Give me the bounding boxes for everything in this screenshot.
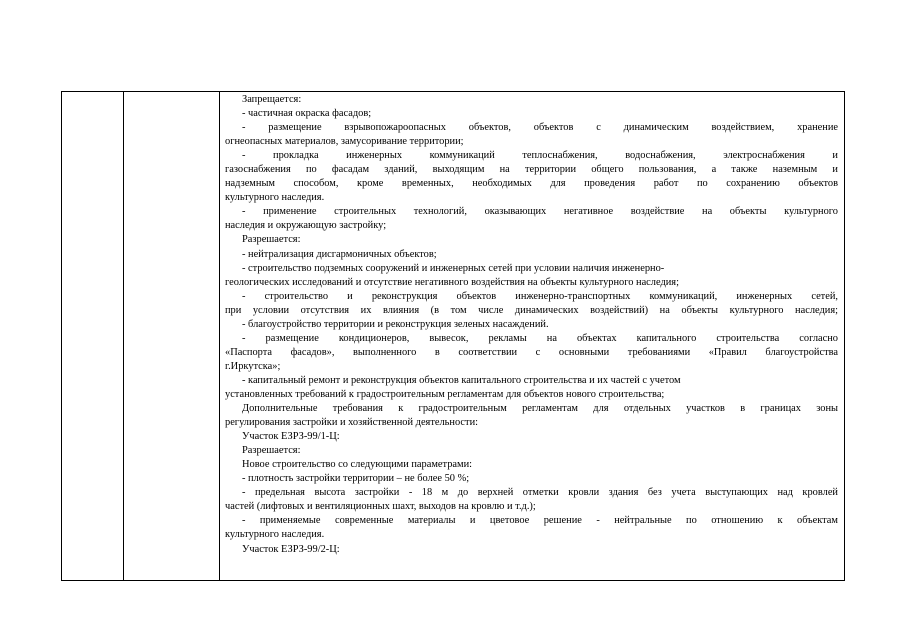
text-line: - прокладка инженерных коммуникаций теплоснабжения, водоснабжения, электроснабжения и <box>242 150 838 162</box>
text-line: газоснабжения по фасадам зданий, выходящим на территории общего пользования, а также наземным и <box>225 164 838 176</box>
text-line: - плотность застройки территории – не более 50 %; <box>242 473 470 485</box>
table-cell-zone <box>124 92 220 580</box>
text-line: - благоустройство территории и реконструкция зеленых насаждений. <box>242 318 549 330</box>
text-line: надземным способом, кроме временных, необходимых для проведения работ по сохранению объектов <box>225 178 838 190</box>
text-line: - частичная окраска фасадов; <box>242 108 372 120</box>
text-line: Дополнительные требования к градостроительным регламентам для отдельных участков в границах зоны <box>242 403 838 415</box>
text-line: культурного наследия. <box>225 192 325 204</box>
text-line: установленных требований к градостроительным регламентам для объектов нового строительства; <box>225 388 665 400</box>
text-line: наследия и окружающую застройку; <box>225 220 387 232</box>
table-cell-requirements <box>220 92 844 580</box>
regulations-table <box>61 91 845 581</box>
text-line: Запрещается: <box>242 94 302 105</box>
text-line: культурного наследия. <box>225 529 325 541</box>
text-line: - строительство подземных сооружений и инженерных сетей при условии наличия инженерно- <box>242 262 665 274</box>
text-line: регулирования застройки и хозяйственной деятельности: <box>225 417 479 429</box>
text-line: при условии отсутствия их влияния (в том числе динамических воздействий) на объекты культурного наследия; <box>225 304 838 316</box>
text-line: - размещение кондиционеров, вывесок, рекламы на объектах капитального строительства согласно <box>242 332 838 344</box>
table-cell-number <box>62 92 124 580</box>
text-line: Разрешается: <box>242 445 301 457</box>
text-line: - применение строительных технологий, оказывающих негативное воздействие на объекты культурного <box>242 206 838 218</box>
text-line: частей (лифтовых и вентиляционных шахт, выходов на кровлю и т.д.); <box>225 501 536 513</box>
text-line: - размещение взрывопожароопасных объектов, объектов с динамическим воздействием, хранение <box>242 122 838 134</box>
text-line: Участок ЕЗРЗ-99/2-Ц: <box>242 543 340 555</box>
text-line: - строительство и реконструкция объектов инженерно-транспортных коммуникаций, инженерных сетей, <box>242 290 838 302</box>
text-line: огнеопасных материалов, замусоривание территории; <box>225 136 464 148</box>
text-line: - применяемые современные материалы и цветовое решение - нейтральные по отношению к объектам <box>242 515 838 527</box>
text-line: Участок ЕЗРЗ-99/1-Ц: <box>242 431 340 443</box>
text-line: Новое строительство со следующими параметрами: <box>242 459 473 471</box>
text-line: - предельная высота застройки - 18 м до верхней отметки кровли здания без учета выступающих над кровлей <box>242 487 838 499</box>
text-line: Разрешается: <box>242 234 301 246</box>
text-line: г.Иркутска»; <box>225 360 281 372</box>
text-line: - нейтрализация дисгармоничных объектов; <box>242 248 437 260</box>
text-line: геологических исследований и отсутствие негативного воздействия на объекты культурного наследия; <box>225 276 679 288</box>
text-line: - капитальный ремонт и реконструкция объектов капитального строительства и их частей с учетом <box>242 374 681 386</box>
text-line: «Паспорта фасадов», выполненного в соответствии с основными требованиями «Правил благоустройства <box>225 346 838 358</box>
